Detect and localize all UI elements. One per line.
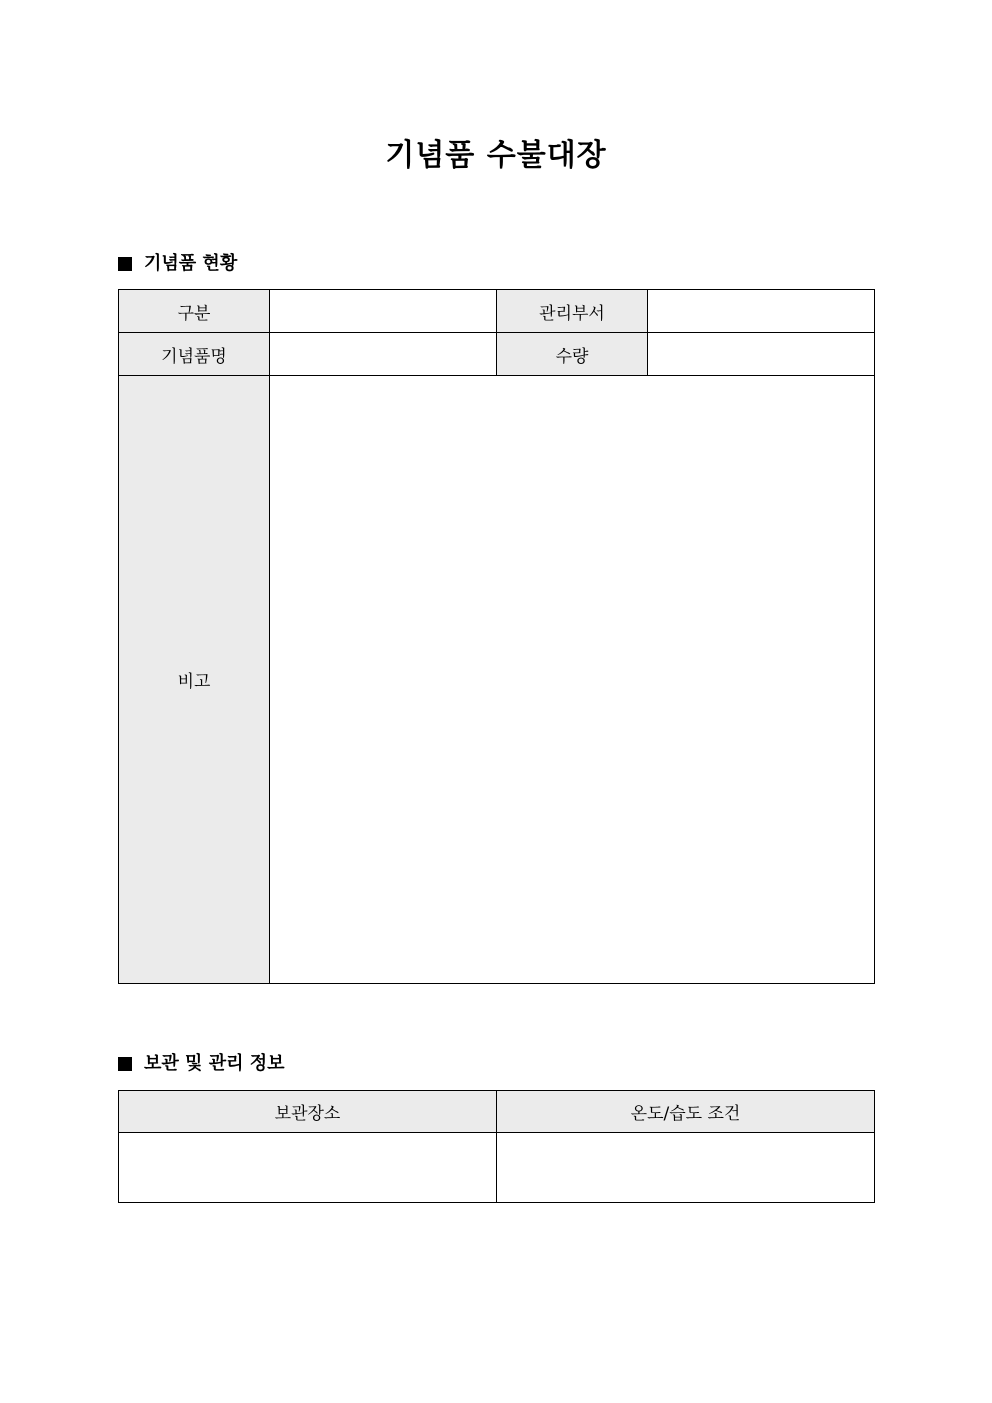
category-field[interactable] xyxy=(270,290,497,333)
document-title: 기념품 수불대장 xyxy=(385,138,607,173)
quantity-label: 수량 xyxy=(497,333,648,376)
category-label: 구분 xyxy=(119,290,270,333)
section-heading-label: 기념품 현황 xyxy=(144,253,238,274)
table-header-row xyxy=(119,1091,875,1133)
table-row xyxy=(119,333,875,376)
storage-location-field[interactable] xyxy=(119,1133,497,1203)
section-heading-storage-info xyxy=(118,1052,285,1076)
remarks-field[interactable] xyxy=(270,376,875,984)
remarks-label: 비고 xyxy=(119,376,270,984)
table-row xyxy=(119,376,875,984)
temperature-humidity-field[interactable] xyxy=(497,1133,875,1203)
department-label: 관리부서 xyxy=(497,290,648,333)
section-heading-label: 보관 및 관리 정보 xyxy=(144,1053,285,1074)
table-row xyxy=(119,290,875,333)
department-field[interactable] xyxy=(648,290,875,333)
storage-location-header: 보관장소 xyxy=(119,1091,497,1133)
souvenir-status-table xyxy=(118,289,875,984)
quantity-field[interactable] xyxy=(648,333,875,376)
table-row xyxy=(119,1133,875,1203)
item-name-field[interactable] xyxy=(270,333,497,376)
square-bullet-icon xyxy=(118,257,132,271)
temperature-humidity-header: 온도/습도 조건 xyxy=(497,1091,875,1133)
item-name-label: 기념품명 xyxy=(119,333,270,376)
storage-info-table xyxy=(118,1090,875,1203)
square-bullet-icon xyxy=(118,1057,132,1071)
section-heading-souvenir-status xyxy=(118,252,237,276)
